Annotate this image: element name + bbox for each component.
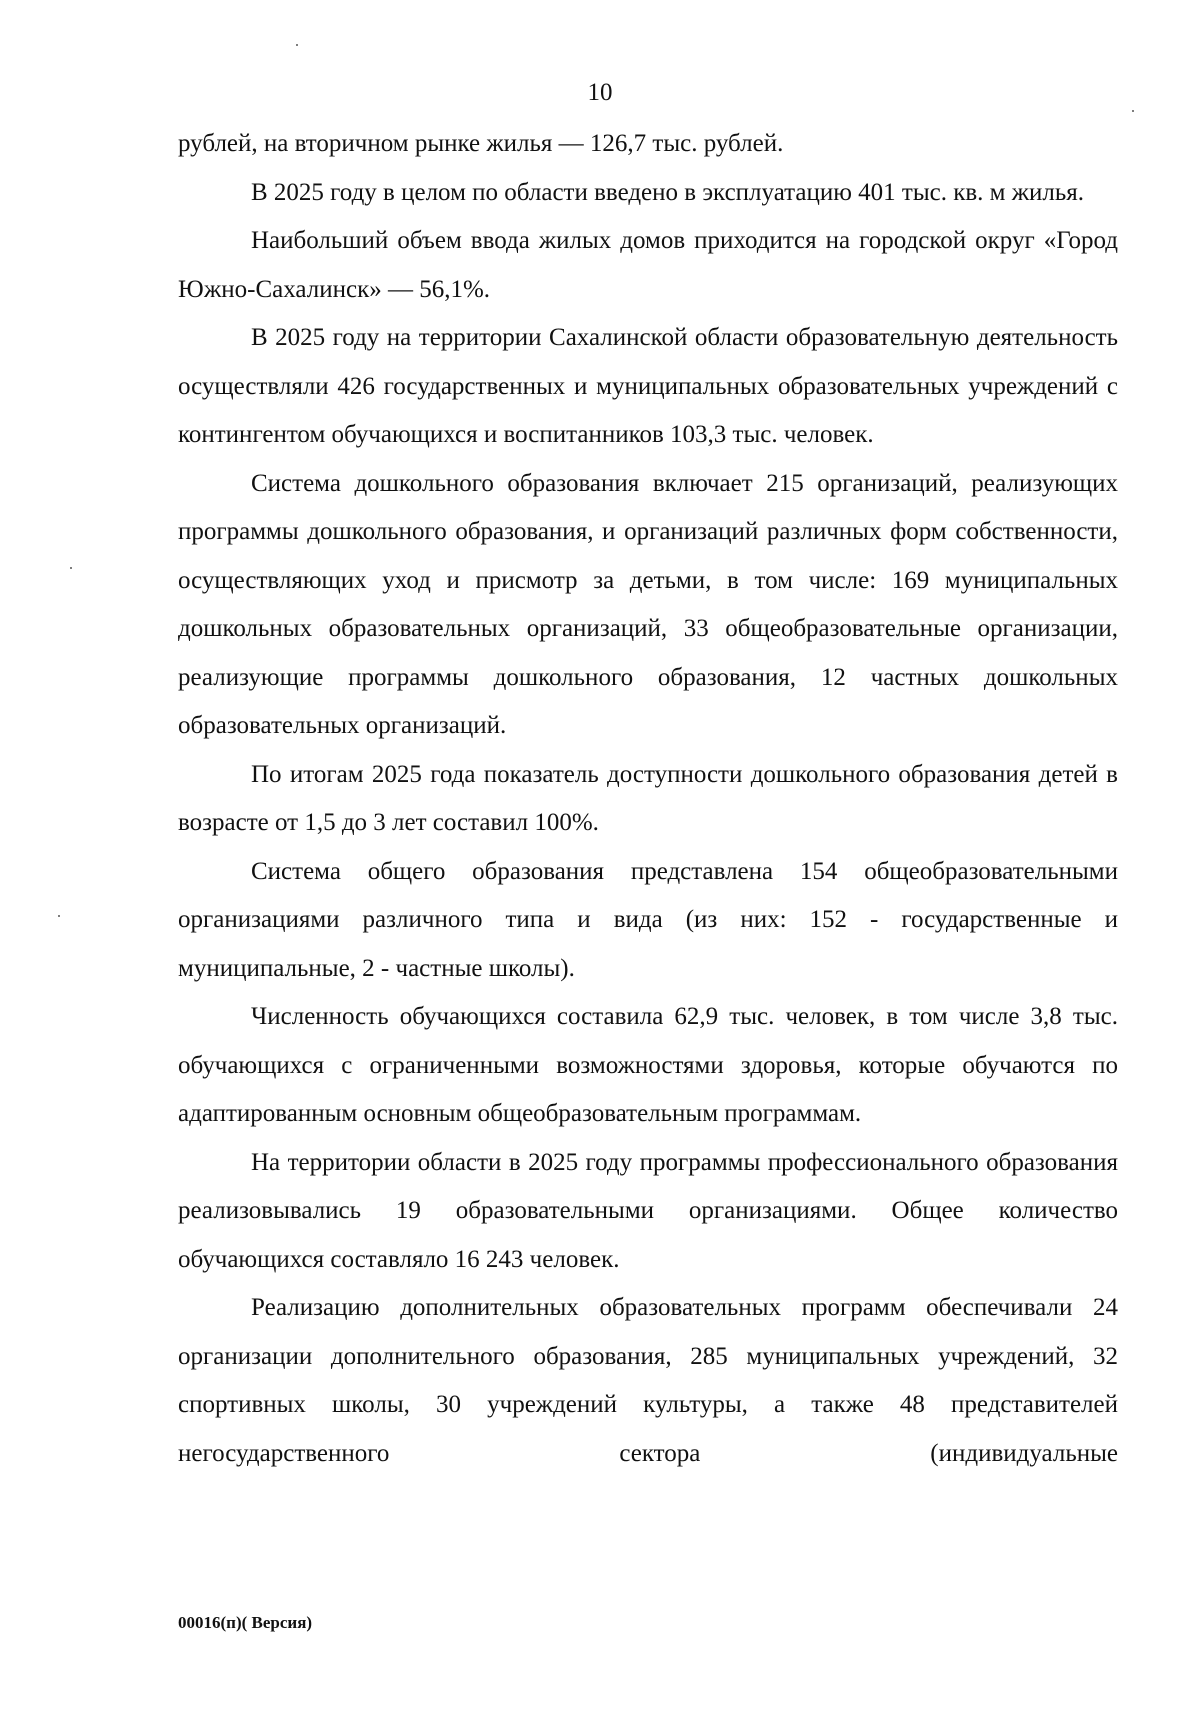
paragraph-housing-share: Наибольший объем ввода жилых домов приходится на городской округ «Город Южно-Сахалинск» — 56,1%. — [178, 227, 1118, 303]
paragraph-continuation: рублей, на вторичном рынке жилья — 126,7 тыс. рублей. — [178, 130, 784, 157]
paragraph-general-education: Система общего образования представлена 154 общеобразовательными организациями различного типа и вида (из них: 152 - государственные и муниципальные, 2 - частные школы). — [178, 857, 1118, 982]
scan-speck — [296, 44, 298, 46]
paragraph-preschool-system: Система дошкольного образования включает 215 организаций, реализующих программы дошкольного образования, и организаций различных форм собственности, осуществляющих уход и присмотр за детьми, в том числе: 169 муниципальных дошкольных образовательных организаций, 33 общеобразовательные организации, реализующие программы дошкольного образования, 12 частных дошкольных образовательных организаций. — [178, 469, 1118, 739]
paragraph-vocational-education: На территории области в 2025 году программы профессионального образования реализовывались 19 образовательными организациями. Общее количество обучающихся составляло 16 243 человек. — [178, 1148, 1118, 1273]
paragraph-housing-commissioned: В 2025 году в целом по области введено в эксплуатацию 401 тыс. кв. м жилья. — [251, 178, 1085, 206]
scan-speck — [58, 915, 60, 917]
paragraph-additional-education: Реализацию дополнительных образовательных программ обеспечивали 24 организации дополнительного образования, 285 муниципальных учреждений, 32 спортивных школы, 30 учреждений культуры, а также 48 представителей негосударственного сектора (индивидуальные — [178, 1294, 1118, 1467]
paragraph-educational-institutions: В 2025 году на территории Сахалинской области образовательную деятельность осуществляли 426 государственных и муниципальных образовательных учреждений с контингентом обучающихся и воспитанников 103,3 тыс. человек. — [178, 324, 1118, 448]
scan-speck — [70, 567, 72, 569]
scan-speck — [1132, 110, 1134, 112]
page-number: 10 — [587, 79, 613, 106]
paragraph-preschool-availability: По итогам 2025 года показатель доступности дошкольного образования детей в возрасте от 1,5 до 3 лет составил 100%. — [178, 760, 1118, 836]
document-footer-code: 00016(п)( Версия) — [178, 1613, 313, 1632]
body-text — [178, 120, 1118, 1478]
paragraph-student-count: Численность обучающихся составила 62,9 тыс. человек, в том числе 3,8 тыс. обучающихся с ограниченными возможностями здоровья, которые обучаются по адаптированным основным общеобразовательным программам. — [178, 1003, 1118, 1127]
